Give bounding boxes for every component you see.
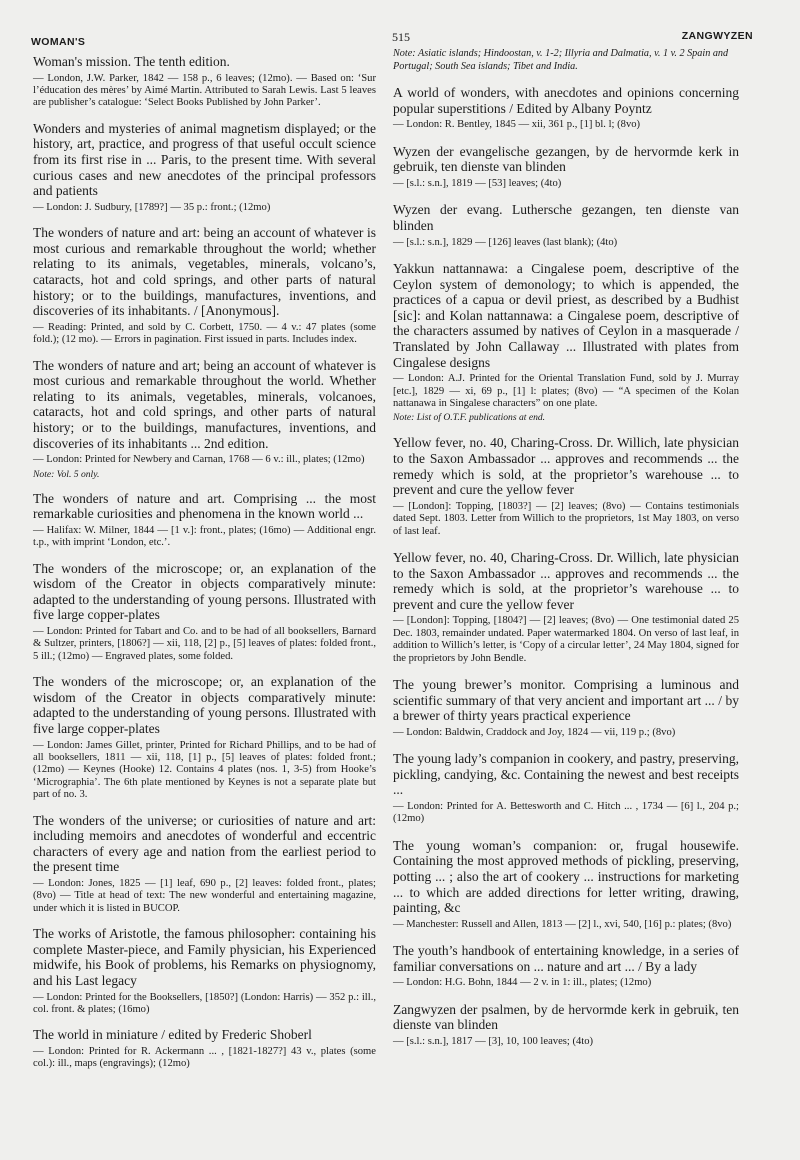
entry-title: The wonders of the microscope; or, an explanation of the wisdom of the Creator in objects comparatively minute: adapted to the understanding of young persons. Illustrated with five large copper-plates	[33, 674, 376, 736]
entry-title: The youth’s handbook of entertaining knowledge, in a series of familiar conversations on ... nature and art ... / By a lady	[393, 943, 739, 974]
entry-imprint: — London: Jones, 1825 — [1] leaf, 690 p., [2] leaves: folded front., plates; (8vo) — Title at head of text: The new wonderful and entertaining magazine, under which it is listed in BUCOP.	[33, 877, 376, 914]
entry-imprint: — London: H.G. Bohn, 1844 — 2 v. in 1: ill., plates; (12mo)	[393, 977, 652, 989]
entry-title: Yellow fever, no. 40, Charing-Cross. Dr. Willich, late physician to the Saxon Ambassador ... approves and recommends ... the remedy which is sold, at the proprietor’s warehouse ... to prevent and cure the yellow fever	[393, 549, 739, 612]
entry-title: The wonders of nature and art. Comprising ... the most remarkable curiosities and phenomena in the known world ...	[33, 490, 376, 522]
entry-imprint: — Reading: Printed, and sold by C. Corbett, 1750. — 4 v.: 47 plates (some fold.); (12 mo). — Errors in pagination. First issued in parts. Includes index.	[33, 321, 376, 346]
entry-title: The wonders of nature and art; being an account of whatever is most curious and remarkable throughout the world. Whether relating to its animals, vegetables, minerals, volcanoes, cataracts, hot and cold springs, and other parts of natural history; or to the buildings, manufactures, inventions, and discoveries of its inhabitants ... 2nd edition.	[33, 357, 376, 451]
entry-imprint: — London: Baldwin, Craddock and Joy, 1824 — vii, 119 p.; (8vo)	[393, 726, 676, 738]
entry-imprint: — London: Printed for R. Ackermann ... , [1821-1827?] 43 v., plates (some col.): ill., maps (engravings); (12mo)	[33, 1045, 376, 1070]
catalogue-entry	[33, 561, 376, 664]
entry-note: Note: Vol. 5 only.	[33, 468, 100, 480]
catalogue-entry	[33, 926, 376, 1016]
page-number: 515	[392, 30, 410, 44]
entry-title: Wonders and mysteries of animal magnetism displayed; or the history, art, practice, and progress of that useful occult science from its first rise in ... Paris, to the present time. With several curious cases and new anecdotes of the principal professors and patients	[33, 120, 376, 199]
entry-imprint: — London: Printed for the Booksellers, [1850?] (London: Harris) — 352 p.: ill., col. front. & plates; (16mo)	[33, 991, 376, 1015]
entry-title: Woman's mission. The tenth edition.	[33, 54, 230, 69]
left-column	[33, 54, 376, 1082]
catalogue-entry	[33, 54, 376, 110]
catalogue-entry	[393, 202, 739, 249]
entry-imprint: — London: James Gillet, printer, Printed for Richard Phillips, and to be had of all booksellers, 1811 — xii, 118, [1] p., [5] leaves of plates: folded front.; (12mo) — Keynes (Hooke) 12. Contains 4 plates (nos. 1, 3-5) from Hooke’s ‘Micrographia’. The 6th plate mentioned by Keynes is not a separate plate but part of no. 3.	[33, 739, 376, 801]
entry-imprint: — [s.l.: s.n.], 1829 — [126] leaves (last blank); (4to)	[393, 236, 618, 248]
running-head-right: ZANGWYZEN	[681, 30, 753, 42]
entry-imprint: — London: R. Bentley, 1845 — xii, 361 p., [1] bl. l; (8vo)	[393, 119, 641, 131]
catalogue-entry	[393, 85, 739, 132]
catalogue-entry	[393, 435, 739, 538]
catalogue-entry	[393, 751, 739, 826]
running-head-left: WOMAN'S	[31, 36, 86, 48]
entry-title: The wonders of the microscope; or, an explanation of the wisdom of the Creator in objects comparatively minute: adapted to the understanding of young persons. Illustrated with five large copper-plates	[33, 560, 376, 623]
catalogue-entry	[393, 550, 739, 665]
entry-title: The world in miniature / edited by Frederic Shoberl	[33, 1027, 312, 1043]
entry-title: The wonders of the universe; or curiosities of nature and art: including memoirs and anecdotes of wonderful and eccentric characters of every age and nation from the earliest period to the present time	[33, 812, 376, 875]
catalogue-entry	[33, 1027, 376, 1070]
catalogue-entry	[33, 225, 376, 346]
entry-imprint: — [s.l.: s.n.], 1817 — [3], 10, 100 leaves; (4to)	[393, 1035, 594, 1047]
entry-imprint: — [s.l.: s.n.], 1819 — [53] leaves; (4to)	[393, 177, 562, 189]
catalogue-entry	[393, 677, 739, 739]
catalogue-entry	[393, 1002, 739, 1049]
entry-title: The wonders of nature and art: being an account of whatever is most curious and remarkable throughout the world; whether relating to its animals, vegetables, minerals, volcano’s, cataracts, hot and cold springs, and other parts of natural history; or to the buildings, manufactures, inventions, and discoveries of its inhabitants. / [Anonymous].	[33, 225, 376, 319]
entry-imprint: — Manchester: Russell and Allen, 1813 — [2] l., xvi, 540, [16] p.: plates; (8vo)	[393, 918, 732, 930]
catalogue-entry	[33, 491, 376, 550]
entry-title: Wyzen der evang. Luthersche gezangen, ten dienste van blinden	[393, 202, 739, 233]
catalogue-entry	[393, 261, 739, 423]
continued-note: Note: Asiatic islands; Hindoostan, v. 1-2; Illyria and Dalmatia, v. 1 v. 2 Spain and Portugal; South Sea islands; Tibet and India.	[393, 48, 729, 72]
catalogue-entry	[33, 358, 376, 480]
entry-title: The young brewer’s monitor. Comprising a luminous and scientific summary of that very ancient and important art ... / by a brewer of thirty years practical experience	[393, 676, 739, 724]
entry-title: The works of Aristotle, the famous philosopher: containing his complete Master-piece, and Family physician, his Experienced midwife, his Book of problems, his Remarks on physiognomy, and his Last legacy	[33, 926, 376, 988]
entry-title: Zangwyzen der psalmen, by de hervormde kerk in gebruik, ten dienste van blinden	[393, 1001, 739, 1033]
entry-note: Note: List of O.T.F. publications at end.	[393, 412, 546, 424]
entry-imprint: — London, J.W. Parker, 1842 — 158 p., 6 leaves; (12mo). — Based on: ‘Sur l’éducation des mères’ by Aimé Martin. Attributed to Sarah Lewis. Last 5 leaves are publisher’s catalogue: ‘Select Books Published by John Parker’.	[33, 72, 376, 109]
entry-title: The young lady’s companion in cookery, and pastry, preserving, pickling, candying, &c. Containing the newest and best receipts ...	[393, 751, 739, 798]
entry-imprint: — London: J. Sudbury, [1789?] — 35 p.: front.; (12mo)	[33, 201, 271, 213]
entry-title: Wyzen der evangelische gezangen, by de hervormde kerk in gebruik, ten dienste van blinden	[393, 143, 739, 175]
entry-imprint: — Halifax: W. Milner, 1844 — [1 v.]: front., plates; (16mo) — Additional engr. t.p., with imprint ‘London, etc.’.	[33, 524, 376, 549]
right-column	[393, 48, 739, 1060]
entry-title: Yakkun nattannawa: a Cingalese poem, descriptive of the Ceylon system of demonology; to which is appended, the practices of a capua or devil priest, as described by a Budhist [sic]: and Kolan nattannawa: a Cingalese poem, descriptive of the characters assumed by natives of Ceylon in a masquerade / Translated by John Callaway ... Illustrated with plates from Cingalese designs	[393, 260, 739, 370]
entry-imprint: — London: Printed for A. Bettesworth and C. Hitch ... , 1734 — [6] l., 204 p.; (12mo)	[393, 800, 739, 825]
entry-title: A world of wonders, with anecdotes and opinions concerning popular superstitions / Edited by Albany Poyntz	[393, 85, 739, 116]
right-column-entries	[393, 85, 739, 1048]
entry-title: Yellow fever, no. 40, Charing-Cross. Dr. Willich, late physician to the Saxon Ambassador ... approves and recommends ... the remedy which is sold, at the proprietor’s warehouse ... to prevent and cure the yellow fever	[393, 435, 739, 498]
catalogue-entry	[393, 144, 739, 191]
catalogue-entry	[33, 674, 376, 801]
entry-imprint: — London: Printed for Tabart and Co. and to be had of all booksellers, Barnard & Sultzer, printers, [1806?] — xii, 118, [2] p., [5] leaves of plates: folded front., 5 ill.; (12mo) — Engraved plates, some folded.	[33, 625, 376, 662]
entry-imprint: — London: Printed for Newbery and Carnan, 1768 — 6 v.: ill., plates; (12mo)	[33, 454, 365, 466]
entry-imprint: — [London]: Topping, [1804?] — [2] leaves; (8vo) — One testimonial dated 25 Dec. 1803, remainder undated. Paper watermarked 1804. On verso of last leaf, in addition to Willich’s letter, is ‘Copy of a circular letter’, 24 May 1804, signed for the proprietors by John Bendle.	[393, 615, 739, 664]
catalogue-entry	[33, 813, 376, 916]
entry-imprint: — London: A.J. Printed for the Oriental Translation Fund, sold by J. Murray [etc.], 1829 — xi, 69 p., [1] l: plates; (8vo) — “A specimen of the Kolan nattanawa in Singalese characters” on one plate.	[393, 373, 739, 409]
entry-imprint: — [London]: Topping, [1803?] — [2] leaves; (8vo) — Contains testimonials dated Sept. 1803. Letter from Willich to the proprietors, 1st May 1803, on verso of last leaf.	[393, 500, 739, 537]
entry-title: The young woman’s companion: or, frugal housewife. Containing the most approved methods of pickling, preserving, potting ... ; also the art of cookery ... instructions for marketing ... to which are added directions for letter writing, drawing, painting, &c	[393, 837, 739, 916]
catalogue-entry	[393, 943, 739, 990]
catalogue-entry	[393, 838, 739, 931]
catalogue-entry	[33, 121, 376, 214]
